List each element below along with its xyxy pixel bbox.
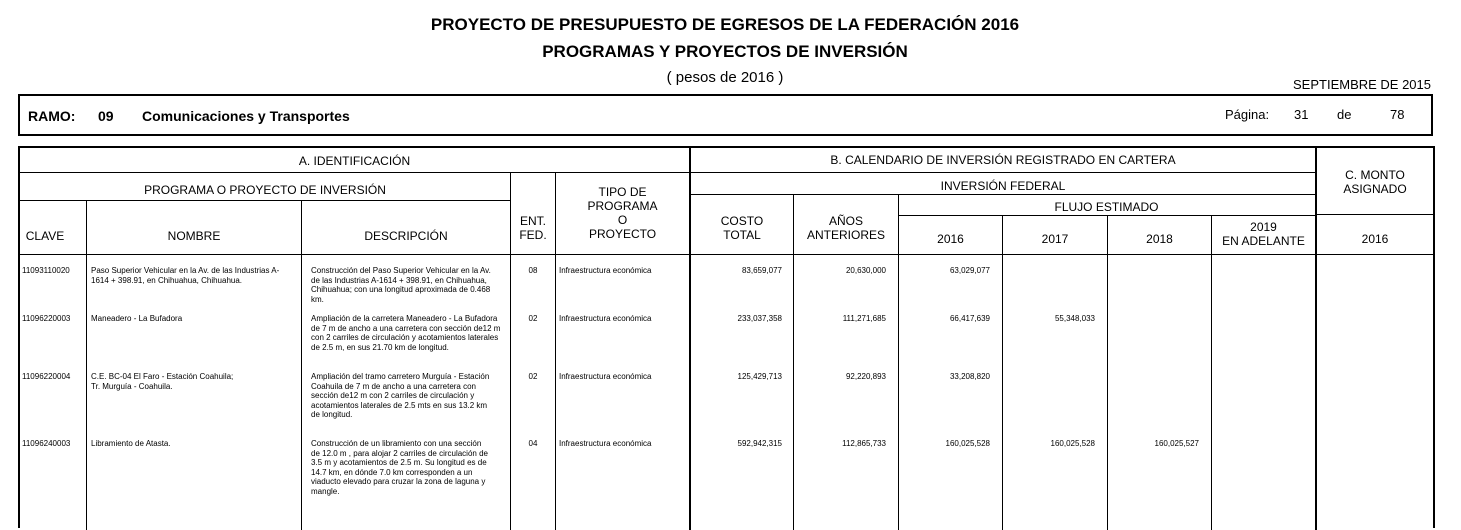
tipo-line1: TIPO DE <box>598 185 647 199</box>
ent-line2: FED. <box>519 228 547 242</box>
row-clave: 11093110020 <box>22 266 70 275</box>
investment-table <box>18 146 1435 528</box>
row-clave: 11096220003 <box>22 314 71 323</box>
section-b-header: B. CALENDARIO DE INVERSIÓN REGISTRADO EN CARTERA <box>830 153 1176 167</box>
row-tipo: Infraestructura económica <box>559 266 652 275</box>
y2018-header: 2018 <box>1146 232 1173 246</box>
row-costo: 233,037,358 <box>737 314 782 323</box>
row-anteriores: 111,271,685 <box>842 314 886 323</box>
costo-header <box>691 214 793 242</box>
tipo-header <box>556 185 689 241</box>
section-c-line2: ASIGNADO <box>1343 182 1407 196</box>
row-nombre: Maneadero - La Bufadora <box>91 314 183 323</box>
row-ent: 02 <box>528 314 538 323</box>
y2019-header <box>1212 220 1315 248</box>
ramo-name: Comunicaciones y Transportes <box>142 108 350 124</box>
ent-line1: ENT. <box>519 214 546 228</box>
c2016-header: 2016 <box>1361 232 1389 246</box>
ramo-label: RAMO: <box>28 108 76 124</box>
row-2016: 63,029,077 <box>949 266 990 275</box>
y2016-header: 2016 <box>937 232 964 246</box>
programa-header: PROGRAMA O PROYECTO DE INVERSIÓN <box>144 183 386 197</box>
flujo-header: FLUJO ESTIMADO <box>1054 200 1159 214</box>
row-2016: 66,417,639 <box>949 314 990 323</box>
tipo-line2: PROGRAMA <box>587 199 658 213</box>
row-2018: 160,025,527 <box>1154 439 1199 448</box>
row-clave: 11096240003 <box>22 439 71 448</box>
tipo-line3: O <box>617 213 628 227</box>
row-2016: 160,025,528 <box>945 439 990 448</box>
row-ent: 08 <box>528 266 538 275</box>
document-title: PROYECTO DE PRESUPUESTO DE EGRESOS DE LA FEDERACIÓN 2016 <box>430 15 1020 34</box>
page-total: 78 <box>1390 107 1405 122</box>
row-ent: 04 <box>528 439 538 448</box>
row-ent: 02 <box>528 372 538 381</box>
row-anteriores: 112,865,733 <box>842 439 886 448</box>
y2019-line1: 2019 <box>1250 220 1277 234</box>
y2017-header: 2017 <box>1041 232 1069 246</box>
section-a-header: A. IDENTIFICACIÓN <box>298 154 411 168</box>
y2019-line2: EN ADELANTE <box>1222 234 1305 248</box>
ramo-number: 09 <box>98 108 114 124</box>
ramo-bar <box>18 94 1433 136</box>
section-c-line1: C. MONTO <box>1345 168 1405 182</box>
section-c-header <box>1317 168 1433 196</box>
document-subtitle: PROGRAMAS Y PROYECTOS DE INVERSIÓN <box>542 42 908 61</box>
row-descripcion: Construcción del Paso Superior Vehicular en la Av. de las Industrias A-1614 + 398.91, en Chihuahua, Chihuahua; con una longitud aproximada de 0.468 km. <box>311 266 491 304</box>
row-anteriores: 20,630,000 <box>845 266 886 275</box>
clave-header: CLAVE <box>25 229 65 243</box>
row-nombre: C.E. BC-04 El Faro - Estación Coahuila; Tr. Murguía - Coahuila. <box>91 372 234 391</box>
costo-line2: TOTAL <box>723 228 761 242</box>
row-descripcion: Construcción de un libramiento con una sección de 12.0 m , para alojar 2 carriles de circulación de 3.5 m y acotamientos de 2.5 m. Su longitud es de 14.7 km, en dónde 7.0 km corresponden a un viaducto elevado para cruzar la zona de laguna y mangle. <box>311 439 488 496</box>
row-tipo: Infraestructura económica <box>559 372 652 381</box>
anios-header <box>794 214 898 242</box>
row-costo: 125,429,713 <box>737 372 782 381</box>
anios-line1: AÑOS <box>828 214 863 228</box>
row-2017: 55,348,033 <box>1054 314 1095 323</box>
currency-note: ( pesos de 2016 ) <box>666 69 784 86</box>
nombre-header: NOMBRE <box>167 229 221 243</box>
row-2016: 33,208,820 <box>949 372 990 381</box>
row-nombre: Paso Superior Vehicular en la Av. de las Industrias A-1614 + 398.91, en Chihuahua, Chihuahua. <box>91 266 280 285</box>
costo-line1: COSTO <box>720 214 764 228</box>
inversion-federal-header: INVERSIÓN FEDERAL <box>940 179 1066 193</box>
row-2017: 160,025,528 <box>1050 439 1095 448</box>
descripcion-header: DESCRIPCIÓN <box>364 229 448 243</box>
ent-header <box>511 214 555 242</box>
page-of-label: de <box>1337 107 1352 122</box>
row-nombre: Libramiento de Atasta. <box>91 439 171 448</box>
row-tipo: Infraestructura económica <box>559 314 652 323</box>
row-tipo: Infraestructura económica <box>559 439 652 448</box>
anios-line2: ANTERIORES <box>806 228 885 242</box>
row-clave: 11096220004 <box>22 372 71 381</box>
row-costo: 592,942,315 <box>737 439 782 448</box>
page-number: 31 <box>1294 107 1309 122</box>
row-costo: 83,659,077 <box>741 266 782 275</box>
document-date: SEPTIEMBRE DE 2015 <box>1293 77 1431 92</box>
row-descripcion: Ampliación del tramo carretero Murguía - Estación Coahuila de 7 m de ancho a una carretera con sección de12 m con 2 carriles de circulación y acotamientos laterales de 2.5 mts en sus 13.2 km de longitud. <box>311 372 490 419</box>
tipo-line4: PROYECTO <box>588 227 657 241</box>
page-label: Página: <box>1225 107 1270 122</box>
row-anteriores: 92,220,893 <box>845 372 886 381</box>
row-descripcion: Ampliación de la carretera Maneadero - La Bufadora de 7 m de ancho a una carretera con sección de12 m con 2 carriles de circulación y acotamientos laterales de 2.5 m, en sus 21.70 km de longitud. <box>311 314 501 352</box>
